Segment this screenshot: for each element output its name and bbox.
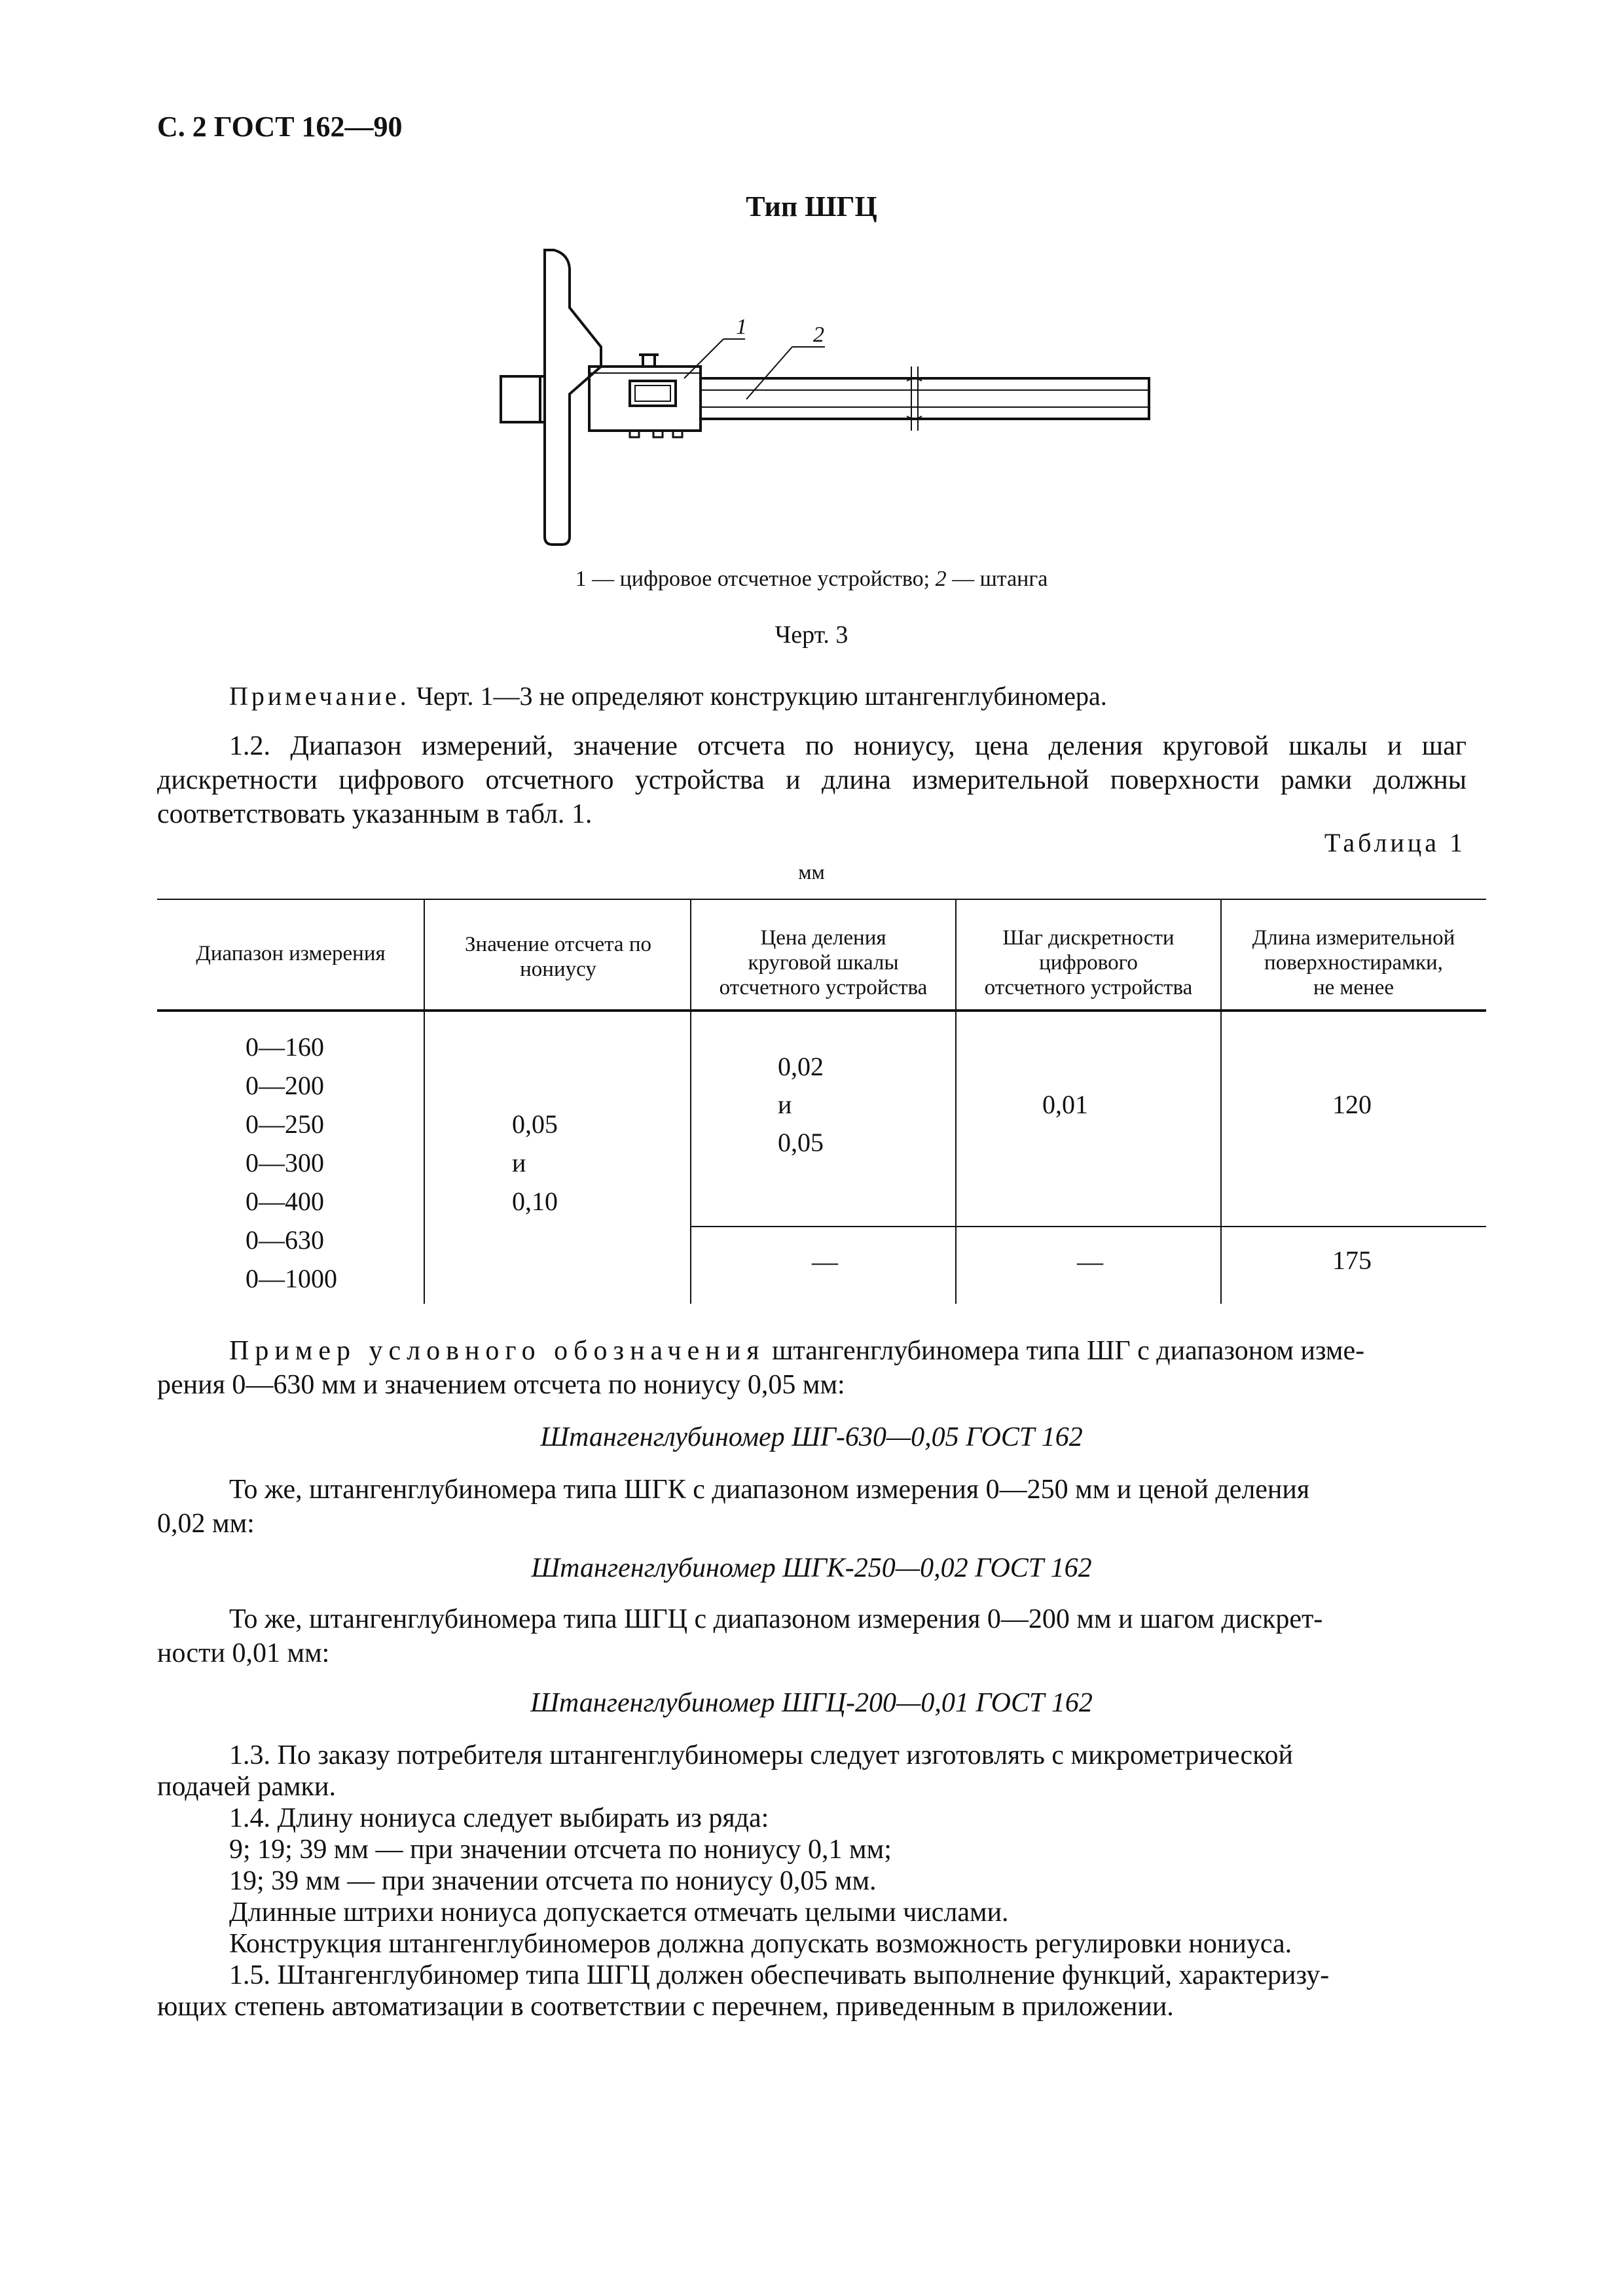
table-label: Таблица 1 <box>1324 828 1466 857</box>
header-dial <box>691 925 956 1000</box>
paragraph-1-4: 1.4. Длину нониуса следует выбирать из ряда: <box>229 1803 769 1833</box>
gauge-rod <box>701 378 1149 419</box>
range-value: 0—630 <box>246 1225 324 1255</box>
leader-1 <box>684 339 723 378</box>
header-dial-line-1: Цена деления <box>760 926 886 950</box>
example-line-2: рения 0—630 мм и значением отсчета по нониусу 0,05 мм: <box>157 1370 845 1400</box>
header-dial-line-3: отсчетного устройства <box>719 976 928 999</box>
callout-2: 2 <box>813 323 824 347</box>
leader-2 <box>746 347 792 399</box>
range-value: 0—300 <box>246 1148 324 1177</box>
paragraph-1-2-text: 1.2. Диапазон измерений, значение отсчета по нониусу, цена деления круговой шкалы и шаг дискретности цифрового отсчетного устройства и длина измерительной поверхности рамки должны соответствовать указанным в табл. 1. <box>157 731 1467 829</box>
gauge-frame <box>589 367 701 431</box>
table-unit: мм <box>798 860 825 884</box>
header-digital <box>956 925 1221 1000</box>
long-strokes-text: Длинные штрихи нониуса допускается отмечать целыми числами. <box>229 1897 1009 1928</box>
dial-dash: — <box>812 1247 838 1276</box>
gauge-base <box>545 250 601 545</box>
list-item-2: 19; 39 мм — при значении отсчета по нониусу 0,05 мм. <box>229 1866 877 1896</box>
header-digital-line-1: Шаг дискретности <box>1002 926 1175 950</box>
paragraph-1-5-line-2: ющих степень автоматизации в соответствии с перечнем, приведенным в приложении. <box>157 1992 1174 2022</box>
note <box>229 681 1107 711</box>
example-text: штангенглубиномера типа ШГ с диапазоном изме- <box>765 1336 1365 1366</box>
same-3-line-1: То же, штангенглубиномера типа ШГЦ с диапазоном измерения 0—200 мм и шагом дискрет- <box>229 1604 1323 1634</box>
example-label: Пример условного обозначения <box>229 1336 765 1366</box>
vernier-value: и <box>512 1148 526 1177</box>
dial-value: и <box>778 1090 792 1119</box>
digital-dash: — <box>1077 1247 1103 1276</box>
construction-text: Конструкция штангенглубиномеров должна допускать возможность регулировки нониуса. <box>229 1929 1292 1959</box>
header-vernier: Значение отсчета по нониусу <box>465 933 651 981</box>
callout-1: 1 <box>736 315 747 339</box>
same-2-line-2: 0,02 мм: <box>157 1509 255 1539</box>
caption-number-2: 2 <box>935 567 947 591</box>
range-value: 0—250 <box>246 1109 324 1139</box>
header-dial-line-2: круговой шкалы <box>748 951 899 975</box>
figure-caption <box>0 567 1623 592</box>
caption-part-2: — штанга <box>946 567 1048 591</box>
range-value: 0—160 <box>246 1032 324 1062</box>
caption-part-1: 1 — цифровое отсчетное устройство; <box>575 567 936 591</box>
header-range: Диапазон измерения <box>196 942 386 965</box>
page-header: С. 2 ГОСТ 162—90 <box>157 111 403 143</box>
designation-2: Штангенглубиномер ШГК-250—0,02 ГОСТ 162 <box>531 1553 1092 1583</box>
table-1 <box>157 898 1486 1304</box>
list-item-1: 9; 19; 39 мм — при значении отсчета по нониусу 0,1 мм; <box>229 1835 892 1865</box>
note-text: Черт. 1—3 не определяют конструкцию штангенглубиномера. <box>409 681 1107 711</box>
note-label: Примечание. <box>229 681 410 711</box>
same-2-line-1: То же, штангенглубиномера типа ШГК с диапазоном измерения 0—250 мм и ценой деления <box>229 1475 1310 1505</box>
digital-display <box>630 381 676 406</box>
vernier-value: 0,05 <box>512 1109 558 1139</box>
same-3-line-2: ности 0,01 мм: <box>157 1638 330 1668</box>
range-value: 0—1000 <box>246 1264 337 1293</box>
designation-3: Штангенглубиномер ШГЦ-200—0,01 ГОСТ 162 <box>530 1688 1093 1718</box>
designation-1: Штангенглубиномер ШГ-630—0,05 ГОСТ 162 <box>540 1422 1083 1452</box>
dial-value: 0,05 <box>778 1128 824 1157</box>
paragraph-1-5-line-1: 1.5. Штангенглубиномер типа ШГЦ должен обеспечивать выполнение функций, характеризу- <box>229 1960 1330 1990</box>
range-value: 0—200 <box>246 1071 324 1100</box>
figure-title: Тип ШГЦ <box>746 190 877 223</box>
header-length-line-1: Длина измерительной <box>1252 926 1455 950</box>
header-length-line-2: поверхностирамки, <box>1264 951 1443 975</box>
header-length <box>1221 925 1486 1000</box>
paragraph-1-3-line-2: подачей рамки. <box>157 1772 336 1802</box>
header-length-line-3: не менее <box>1313 976 1395 999</box>
digital-value: 0,01 <box>1042 1090 1088 1119</box>
paragraph-1-2 <box>157 729 1467 831</box>
figure-number: Черт. 3 <box>775 621 848 649</box>
header-digital-line-2: цифрового <box>1039 951 1138 975</box>
example-line-1 <box>229 1335 1364 1367</box>
dial-value: 0,02 <box>778 1052 824 1081</box>
depth-gauge-drawing <box>484 242 1178 550</box>
vernier-value: 0,10 <box>512 1187 558 1216</box>
range-value: 0—400 <box>246 1187 324 1216</box>
header-digital-line-3: отсчетного устройства <box>984 976 1193 999</box>
gauge-probe <box>501 376 545 422</box>
length-value: 175 <box>1332 1246 1372 1275</box>
paragraph-1-3-line-1: 1.3. По заказу потребителя штангенглубиномеры следует изготовлять с микрометрической <box>229 1740 1293 1770</box>
length-value: 120 <box>1332 1090 1372 1119</box>
